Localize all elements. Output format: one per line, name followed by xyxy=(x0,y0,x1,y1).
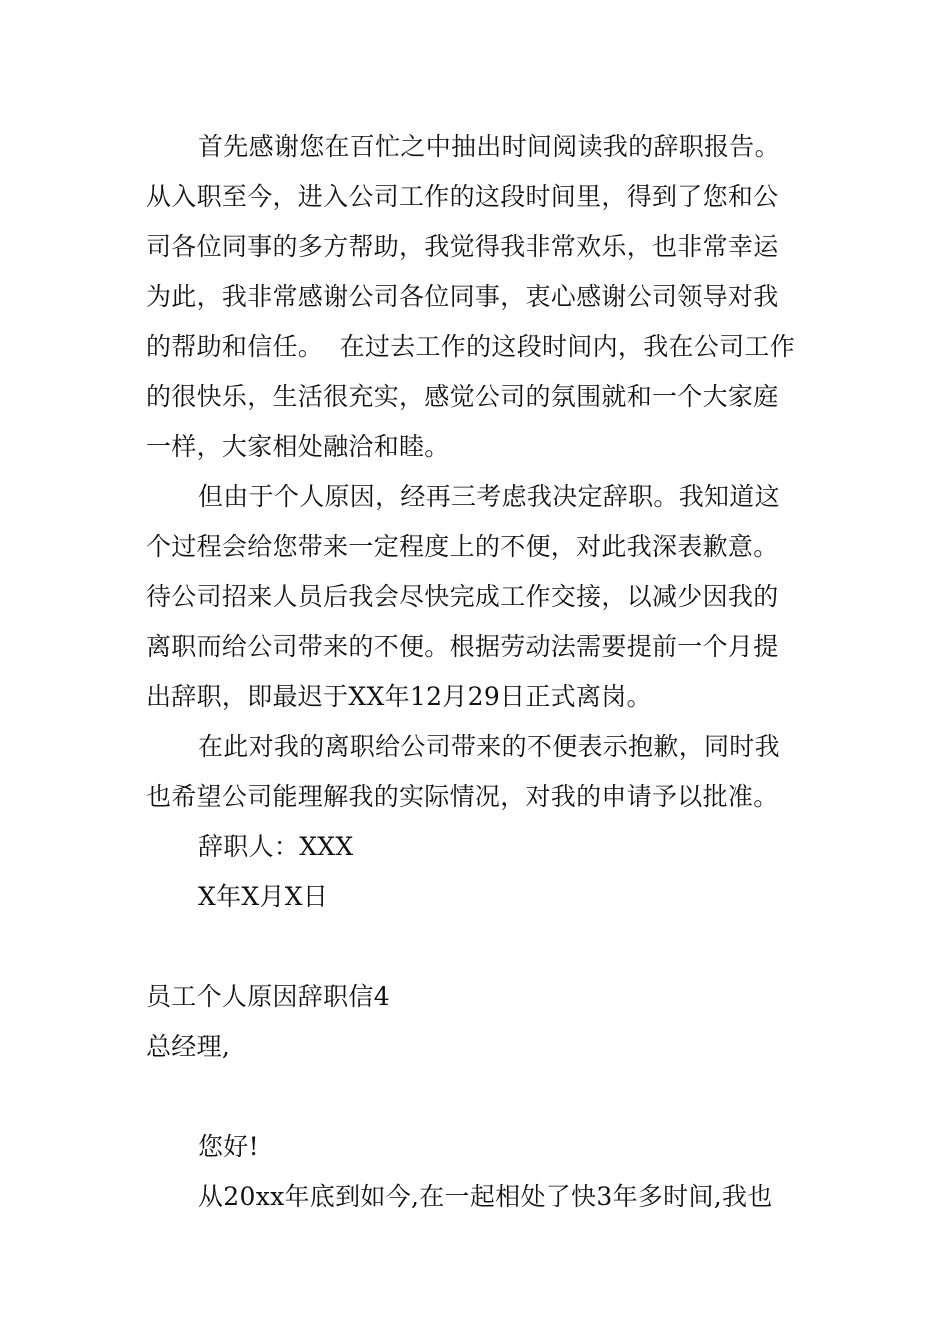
paragraph-1-line-4: 为此，我非常感谢公司各位同事，衷心感谢公司领导对我 xyxy=(146,282,779,311)
paragraph-2-line-5: 出辞职，即最迟于XX年12月29日正式离岗。 xyxy=(146,682,652,711)
paragraph-1-line-1: 首先感谢您在百忙之中抽出时间阅读我的辞职报告。 xyxy=(198,132,780,161)
paragraph-2-line-1: 但由于个人原因，经再三考虑我决定辞职。我知道这 xyxy=(198,482,780,511)
paragraph-1-line-6: 的很快乐，生活很充实，感觉公司的氛围就和一个大家庭 xyxy=(146,382,779,411)
date-line: X年X月X日 xyxy=(198,882,329,911)
paragraph-3-line-2: 也希望公司能理解我的实际情况，对我的申请予以批准。 xyxy=(146,782,779,811)
paragraph-2-line-3: 待公司招来人员后我会尽快完成工作交接，以减少因我的 xyxy=(146,582,779,611)
paragraph-3-line-1: 在此对我的离职给公司带来的不便表示抱歉，同时我 xyxy=(198,732,780,761)
paragraph-2-line-4: 离职而给公司带来的不便。根据劳动法需要提前一个月提 xyxy=(146,632,779,661)
signature-line: 辞职人：XXX xyxy=(198,832,354,861)
paragraph-1-line-7: 一样，大家相处融洽和睦。 xyxy=(146,432,450,461)
salutation: 总经理, xyxy=(146,1032,231,1061)
paragraph-1-line-5: 的帮助和信任。 在过去工作的这段时间内，我在公司工作 xyxy=(146,332,795,361)
paragraph-4-line-1: 从20xx年底到如今,在一起相处了快3年多时间,我也 xyxy=(198,1182,773,1211)
paragraph-1-line-2: 从入职至今，进入公司工作的这段时间里，得到了您和公 xyxy=(146,182,779,211)
paragraph-2-line-2: 个过程会给您带来一定程度上的不便，对此我深表歉意。 xyxy=(146,532,779,561)
section-title: 员工个人原因辞职信4 xyxy=(146,982,390,1011)
paragraph-1-line-3: 司各位同事的多方帮助，我觉得我非常欢乐，也非常幸运 xyxy=(146,232,779,261)
greeting: 您好! xyxy=(198,1132,259,1161)
